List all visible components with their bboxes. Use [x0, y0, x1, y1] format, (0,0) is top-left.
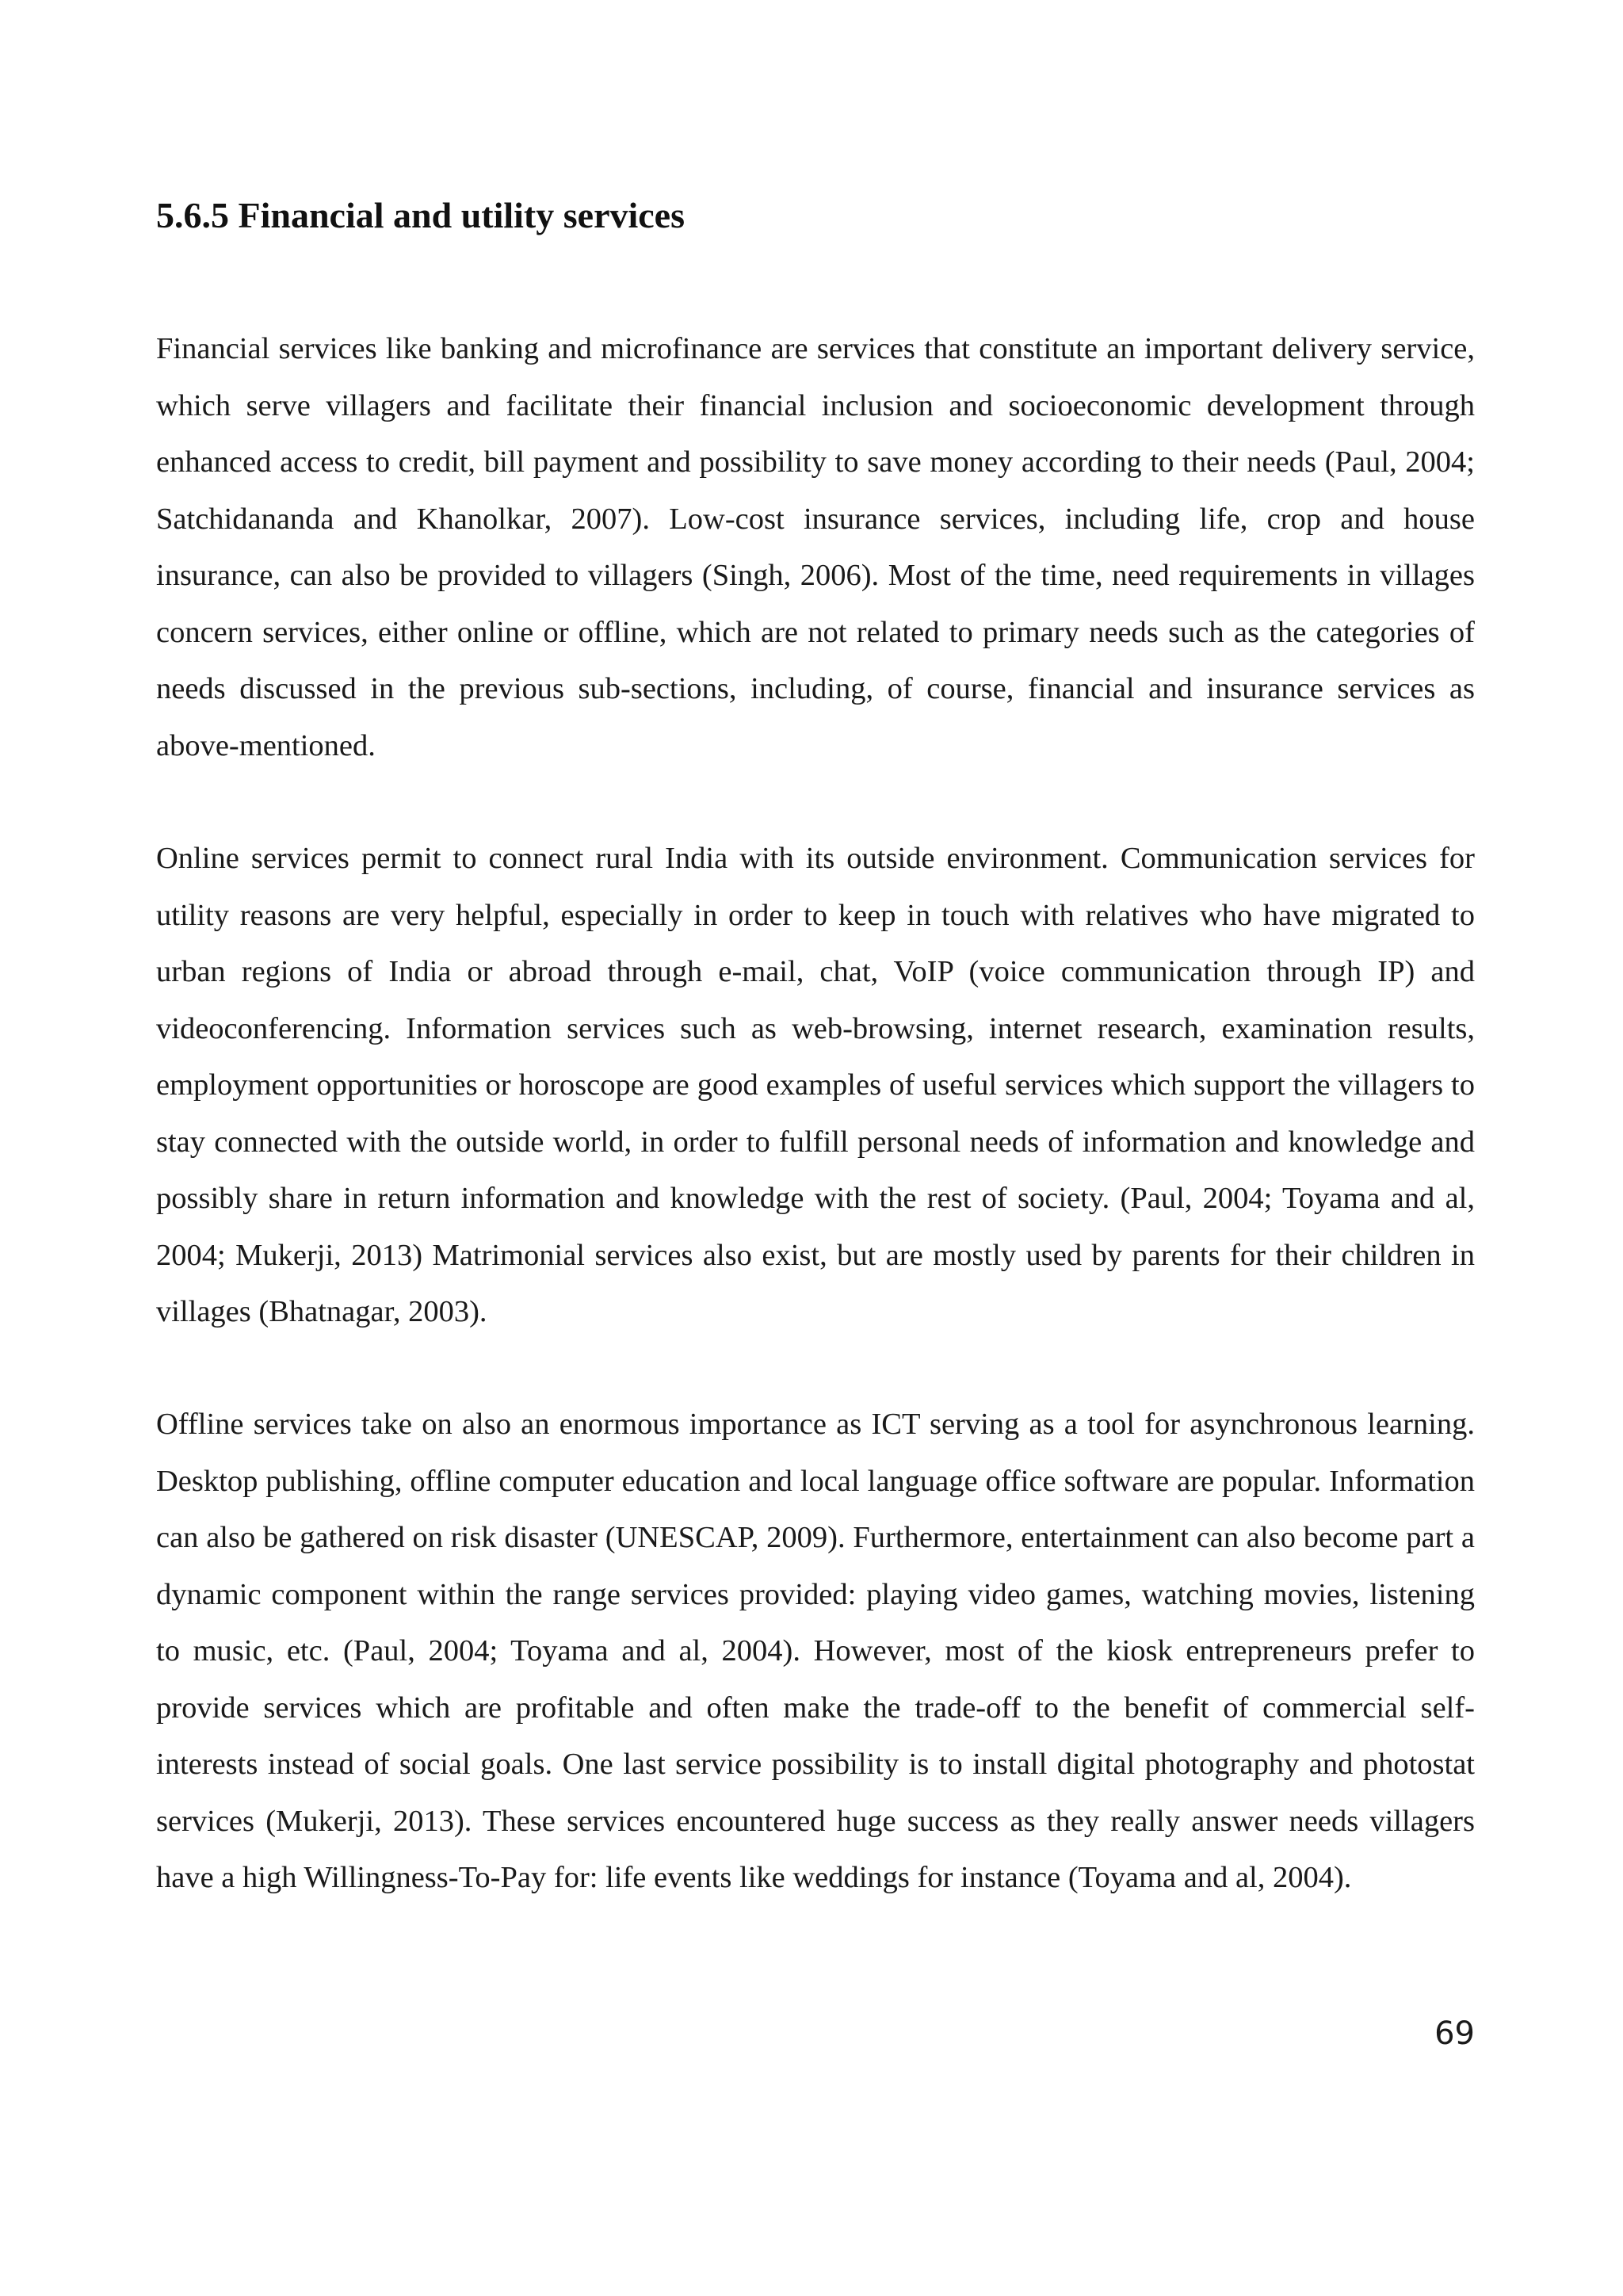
section-heading: 5.6.5 Financial and utility services	[156, 195, 685, 235]
paragraph-offline-services: Offline services take on also an enormous importance as ICT serving as a tool for asynchronous learning. Desktop publishing, offline computer education and local language office software are popular. Information can also be gathered on risk disaster (UNESCAP, 2009). Furthermore, entertainment can also become part a dynamic component within the range services provided: playing video games, watching movies, listening to music, etc. (Paul, 2004; Toyama and al, 2004). However, most of the kiosk entrepreneurs prefer to provide services which are profitable and often make the trade-off to the benefit of commercial self-interests instead of social goals. One last service possibility is to install digital photography and photostat services (Mukerji, 2013). These services encountered huge success as they really answer needs villagers have a high Willingness-To-Pay for: life events like weddings for instance (Toyama and al, 2004).	[156, 1408, 1475, 1894]
page-number: 69	[1434, 2015, 1475, 2052]
paragraph-online-services: Online services permit to connect rural India with its outside environment. Communication services for utility reasons are very helpful, especially in order to keep in touch with relatives who have migrated to urban regions of India or abroad through e-mail, chat, VoIP (voice communication through IP) and videoconferencing. Information services such as web-browsing, internet research, examination results, employment opportunities or horoscope are good examples of useful services which support the villagers to stay connected with the outside world, in order to fulfill personal needs of information and knowledge and possibly share in return information and knowledge with the rest of society. (Paul, 2004; Toyama and al, 2004; Mukerji, 2013) Matrimonial services also exist, but are mostly used by parents for their children in villages (Bhatnagar, 2003).	[156, 842, 1475, 1328]
paragraph-financial-services: Financial services like banking and microfinance are services that constitute an important delivery service, which serve villagers and facilitate their financial inclusion and socioeconomic development through enhanced access to credit, bill payment and possibility to save money according to their needs (Paul, 2004; Satchidananda and Khanolkar, 2007). Low-cost insurance services, including life, crop and house insurance, can also be provided to villagers (Singh, 2006). Most of the time, need requirements in villages concern services, either online or offline, which are not related to primary needs such as the categories of needs discussed in the previous sub-sections, including, of course, financial and insurance services as above-mentioned.	[156, 332, 1475, 762]
